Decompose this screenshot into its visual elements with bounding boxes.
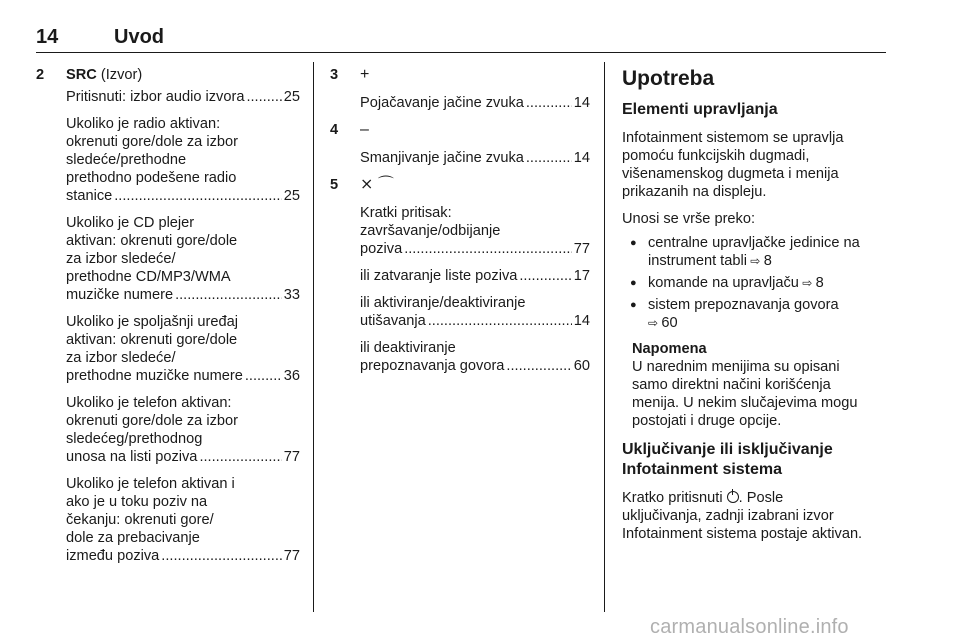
entry-leader-line [66,187,300,205]
entry-paragraph [360,204,590,258]
inputs-label: Unosi se vrše preko: [622,211,756,227]
entry-line: dole za prebacivanje [66,530,200,546]
section-heading: Upotreba [622,67,715,90]
entry-leader-line [66,547,300,565]
note-line: U narednim menijima su opisani [632,359,840,375]
leader-dots [114,187,282,205]
item-symbol: ⨯ ⌒ [360,176,394,193]
entry-line: okrenuti gore/dole za izbor [66,413,238,429]
entry-leader-line [360,240,590,258]
page-reference: 33 [283,287,300,303]
entry-leader-text: ili zatvaranje liste poziva [360,268,518,284]
bullet-line: ● komande na upravljaču ⇨ 8 [648,275,824,291]
reference-arrow-icon: ⇨ [648,316,662,330]
note-block [622,340,892,430]
entry-line: Kratki pritisak: [360,205,452,221]
control-item-5 [330,176,590,375]
column-3 [622,66,892,543]
item-number: 3 [330,67,339,83]
bullet-item [622,296,892,332]
intro-paragraph [622,129,892,201]
item-heading [66,66,300,84]
power-paragraph [622,489,892,543]
entry-line: aktivan: okrenuti gore/dole [66,332,238,348]
entry-line: Ukoliko je telefon aktivan i [66,476,235,492]
ref-number: 8 [763,253,772,269]
entry-line: ili aktiviranje/deaktiviranje [360,295,526,311]
leader-dots [246,88,281,106]
leader-dots [519,267,571,285]
bullet-line [648,314,892,332]
entry-leader-line [360,357,590,375]
page-reference: 25 [283,89,300,105]
leader-dots [161,547,281,565]
ref-number: 60 [661,315,678,331]
leader-dots [404,240,572,258]
entry-leader-text: poziva [360,241,403,257]
item-number: 5 [330,177,339,193]
input-methods-list [622,234,892,332]
entry-leader-text: utišavanja [360,313,426,329]
entry-line: ili deaktiviranje [360,340,456,356]
entry-line: sledećeg/prethodnog [66,431,203,447]
entry-paragraph [360,149,590,167]
entry-line: prethodno podešene radio [66,170,237,186]
entry-leader-text: Pojačavanje jačine zvuka [360,95,524,111]
entry-line: aktivan: okrenuti gore/dole [66,233,238,249]
entry-paragraph [360,339,590,375]
item-title-suffix: (Izvor) [96,67,143,83]
intro-line: Infotainment sistemom se upravlja [622,130,844,146]
heading-line: Infotainment sistema [622,461,783,478]
page-reference: 36 [283,368,300,384]
page-reference: 77 [283,449,300,465]
entry-leader-line [360,312,590,330]
entry-leader-text: muzičke numere [66,287,174,303]
bullet-line: ● sistem prepoznavanja govora [648,297,839,313]
page-reference: 25 [283,188,300,204]
entry-paragraph [66,115,300,205]
page-title: Uvod [114,26,164,48]
page-reference: 14 [573,95,590,111]
entry-line: okrenuti gore/dole za izbor [66,134,238,150]
watermark: carmanualsonline.info [650,616,849,638]
entry-leader-text: između poziva [66,548,160,564]
entry-line: prethodne CD/MP3/WMA [66,269,231,285]
reference-arrow-icon: ⇨ [746,254,764,268]
page-ref [648,315,678,331]
leader-dots [175,286,282,304]
entry-leader-line [66,88,300,106]
item-symbol: + [360,66,370,83]
ref-number: 8 [815,275,824,291]
subsection-heading-controls: Elementi upravljanja [622,101,778,118]
leader-dots [199,448,281,466]
reference-arrow-icon: ⇨ [798,276,816,290]
subsection-heading-power [622,440,892,480]
entry-line: Ukoliko je radio aktivan: [66,116,221,132]
entry-line: Ukoliko je telefon aktivan: [66,395,232,411]
entry-line: sledeće/prethodne [66,152,187,168]
intro-line: prikazanih na displeju. [622,184,767,200]
page-ref [747,253,772,269]
power-text-post: . Posle [738,490,784,506]
entry-leader-line [360,149,590,167]
entry-paragraph [66,394,300,466]
leader-dots [526,149,572,167]
power-icon [727,491,739,503]
entry-leader-line [360,94,590,112]
note-line: postojati i druge opcije. [632,413,782,429]
entry-leader-text: stanice [66,188,113,204]
power-line: Infotainment sistema postaje aktivan. [622,526,863,542]
leader-dots [245,367,282,385]
entry-leader-text: unosa na listi poziva [66,449,198,465]
power-text-pre: Kratko pritisnuti [622,490,723,506]
bullet-item [622,234,892,270]
control-item-2 [36,66,300,565]
entry-leader-text: Smanjivanje jačine zvuka [360,150,524,166]
column-divider-2 [604,62,605,612]
page-reference: 14 [573,313,590,329]
bullet-line: instrument tabli ⇨ 8 [648,253,772,269]
entry-line: Ukoliko je CD plejer [66,215,195,231]
item-symbol: – [360,121,369,138]
page-reference: 14 [573,150,590,166]
entry-line: ako je u toku poziv na [66,494,208,510]
control-item-3 [330,66,590,112]
heading-line: Uključivanje ili isključivanje [622,441,833,458]
column-2 [330,66,590,375]
entry-paragraph [66,214,300,304]
leader-dots [428,312,572,330]
note-text [632,358,892,430]
entry-paragraph [66,88,300,106]
entry-line: završavanje/odbijanje [360,223,501,239]
page-number: 14 [36,26,59,48]
entry-leader-line [66,286,300,304]
entry-paragraph [360,267,590,285]
item-title: SRC [66,67,97,83]
control-items [330,66,590,375]
column-1 [36,66,300,565]
note-line: menija. U nekim slučajevima mogu [632,395,858,411]
power-text-lines [622,507,892,543]
item-number: 4 [330,122,339,138]
note-title: Napomena [632,341,707,357]
intro-line: pomoću funkcijskih dugmadi, [622,148,810,164]
entry-leader-text: prethodne muzičke numere [66,368,243,384]
page-reference: 17 [573,268,590,284]
bullet-line: ● centralne upravljačke jedinice na [648,235,860,251]
entry-leader-line [360,267,590,285]
page-reference: 60 [573,358,590,374]
bullet-item [622,274,892,292]
page-reference: 77 [573,241,590,257]
power-line: uključivanja, zadnji izabrani izvor [622,508,834,524]
control-item-4 [330,121,590,167]
entry-leader-text: prepoznavanja govora [360,358,505,374]
entry-paragraph [66,313,300,385]
header-rule [36,52,886,53]
intro-line: višenamenskog dugmeta i menija [622,166,839,182]
entry-leader-line [66,448,300,466]
entry-line: čekanju: okrenuti gore/ [66,512,214,528]
entry-line: za izbor sledeće/ [66,251,176,267]
entry-line: Ukoliko je spoljašnji uređaj [66,314,238,330]
page-header [36,26,886,52]
entry-paragraph [360,294,590,330]
entry-line: za izbor sledeće/ [66,350,176,366]
entry-paragraph [360,94,590,112]
item-number: 2 [36,67,45,83]
leader-dots [506,357,571,375]
leader-dots [526,94,572,112]
entry-paragraph [66,475,300,565]
entry-leader-line [66,367,300,385]
item-entries [66,88,300,565]
column-divider-1 [313,62,314,612]
page-reference: 77 [283,548,300,564]
note-line: samo direktni načini korišćenja [632,377,831,393]
entry-leader-text: Pritisnuti: izbor audio izvora [66,89,245,105]
page-ref [799,275,824,291]
